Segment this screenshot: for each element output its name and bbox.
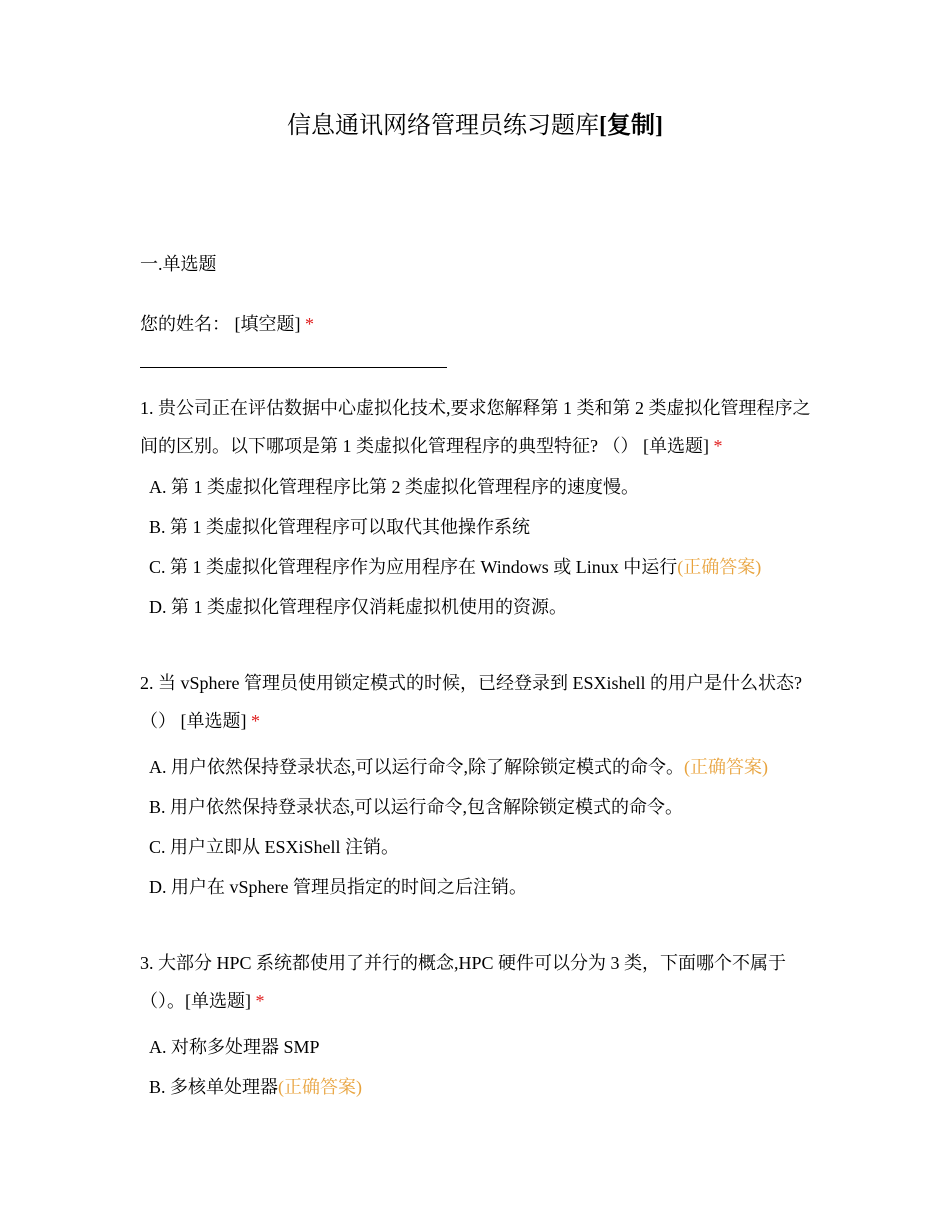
option-text: B. 用户依然保持登录状态,可以运行命令,包含解除锁定模式的命令。	[149, 797, 684, 817]
title-main: 信息通讯网络管理员练习题库	[287, 113, 599, 139]
question-2-text: 2. 当 vSphere 管理员使用锁定模式的时候，已经登录到 ESXishell 的用户是什么状态?（） [单选题]	[140, 673, 802, 731]
question-2	[140, 664, 812, 740]
page-title	[0, 110, 950, 142]
option-text: D. 用户在 vSphere 管理员指定的时间之后注销。	[149, 877, 527, 897]
question-1-text: 1. 贵公司正在评估数据中心虚拟化技术,要求您解释第 1 类和第 2 类虚拟化管理程序之间的区别。以下哪项是第 1 类虚拟化管理程序的典型特征? （） [单选题]	[140, 398, 811, 456]
question-1-option-a	[149, 474, 639, 500]
option-text: A. 用户依然保持登录状态,可以运行命令,除了解除锁定模式的命令。	[149, 757, 684, 777]
option-text: C. 用户立即从 ESXiShell 注销。	[149, 837, 400, 857]
option-text: C. 第 1 类虚拟化管理程序作为应用程序在 Windows 或 Linux 中运行	[149, 557, 678, 577]
question-2-option-c	[149, 834, 399, 860]
question-3	[140, 944, 812, 1020]
question-1-option-c	[149, 554, 761, 580]
question-1-option-b	[149, 514, 530, 540]
question-1-option-d	[149, 594, 567, 620]
question-2-option-b	[149, 794, 683, 820]
required-mark: *	[305, 314, 314, 334]
option-text: D. 第 1 类虚拟化管理程序仅消耗虚拟机使用的资源。	[149, 597, 567, 617]
question-3-option-a	[149, 1034, 320, 1060]
name-question	[140, 311, 314, 337]
question-2-option-d	[149, 874, 527, 900]
question-3-option-b	[149, 1074, 362, 1100]
section-heading: 一.单选题	[140, 254, 217, 274]
answer-tag: (正确答案)	[684, 757, 768, 777]
question-1-stem	[140, 389, 812, 465]
name-answer-line	[140, 367, 447, 368]
question-1	[140, 389, 812, 465]
question-2-option-a	[149, 754, 768, 780]
question-3-stem	[140, 944, 812, 1020]
name-question-label: 您的姓名：	[140, 314, 230, 334]
option-text: A. 第 1 类虚拟化管理程序比第 2 类虚拟化管理程序的速度慢。	[149, 477, 639, 497]
question-2-stem	[140, 664, 812, 740]
title-suffix: [复制]	[599, 113, 663, 139]
required-mark: *	[713, 436, 723, 456]
name-question-type: [填空题]	[234, 314, 301, 334]
required-mark: *	[251, 711, 260, 731]
answer-tag: (正确答案)	[278, 1077, 363, 1097]
option-text: A. 对称多处理器 SMP	[149, 1037, 320, 1057]
option-text: B. 多核单处理器	[149, 1077, 279, 1097]
required-mark: *	[255, 991, 265, 1011]
answer-tag: (正确答案)	[677, 557, 762, 577]
question-3-text: 3. 大部分 HPC 系统都使用了并行的概念,HPC 硬件可以分为 3 类，下面哪个不属于（）。[单选题]	[140, 953, 787, 1011]
option-text: B. 第 1 类虚拟化管理程序可以取代其他操作系统	[149, 517, 531, 537]
